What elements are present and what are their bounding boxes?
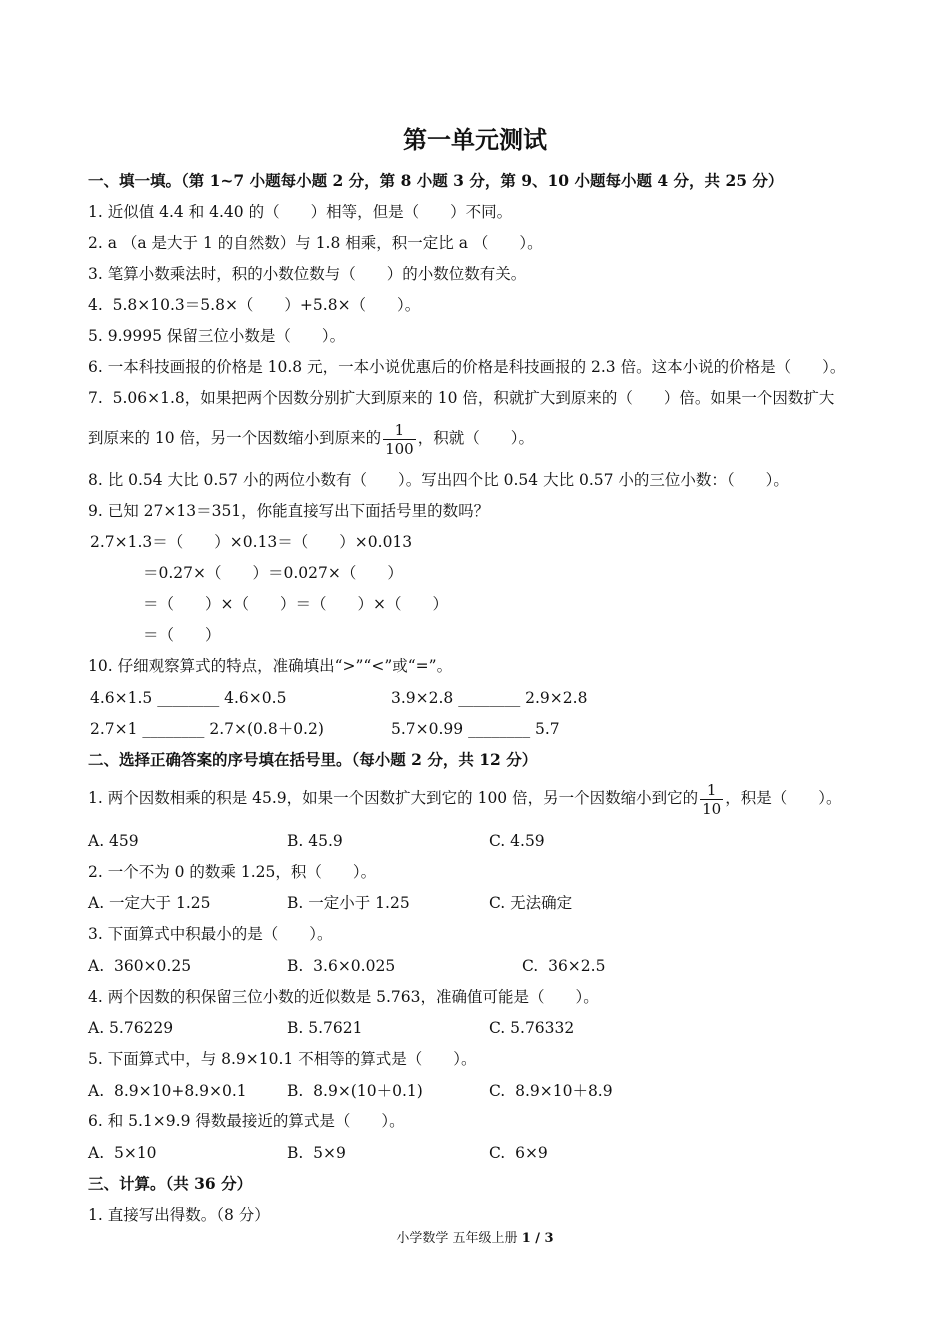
option-2-1-b: B. 45.9 [287,832,343,850]
question-2-1-post: ，积是（ ）。 [725,789,842,807]
fraction-denominator: 10 [702,799,722,818]
option-2-4-c: C. 5.76332 [489,1019,575,1037]
option-2-4-b: B. 5.7621 [287,1019,363,1037]
option-2-6-a: A. 5×10 [88,1144,157,1162]
question-3-1: 1. 直接写出得数。（8 分） [88,1206,270,1224]
question-1-8: 8. 比 0.54 大比 0.57 小的两位小数有（ ）。写出四个比 0.54 大比 0.57 小的三位小数：（ ）。 [88,471,789,489]
question-1-9-row-4: ＝（ ） [143,626,221,644]
question-1-3: 3. 笔算小数乘法时，积的小数位数与（ ）的小数位数有关。 [88,265,527,283]
compare-item-c: 2.7×1 ________ 2.7×(0.8＋0.2) [90,720,324,738]
question-1-2: 2. a （a 是大于 1 的自然数）与 1.8 相乘，积一定比 a （ ）。 [88,234,543,252]
question-1-7-post: ，积就（ ）。 [417,429,534,447]
fraction-1-10 [700,781,723,818]
question-1-7-line-a: 7. 5.06×1.8，如果把两个因数分别扩大到原来的 10 倍，积就扩大到原来的（ ）倍。如果一个因数扩大 [88,389,835,407]
question-2-1-pre: 1. 两个因数相乘的积是 45.9，如果一个因数扩大到它的 100 倍，另一个因数缩小到它的 [88,789,699,807]
question-2-6: 6. 和 5.1×9.9 得数最接近的算式是（ ）。 [88,1112,405,1130]
option-2-5-b: B. 8.9×(10＋0.1) [287,1082,423,1100]
question-1-5: 5. 9.9995 保留三位小数是（ ）。 [88,327,346,345]
question-2-4: 4. 两个因数的积保留三位小数的近似数是 5.763，准确值可能是（ ）。 [88,988,599,1006]
question-1-7-line-b [88,418,534,458]
question-1-9: 9. 已知 27×13＝351，你能直接写出下面括号里的数吗？ [88,502,490,520]
page-title: 第一单元测试 [403,125,547,154]
option-2-1-a: A. 459 [88,832,139,850]
option-2-5-a: A. 8.9×10+8.9×0.1 [88,1082,247,1100]
option-2-2-a: A. 一定大于 1.25 [88,894,211,912]
option-2-1-c: C. 4.59 [489,832,545,850]
fraction-1-100 [383,421,416,458]
question-1-9-row-1: 2.7×1.3＝（ ）×0.13＝（ ）×0.013 [90,533,413,551]
section-3-heading: 三、计算。（共 36 分） [88,1174,253,1193]
option-2-6-c: C. 6×9 [489,1144,548,1162]
option-2-2-c: C. 无法确定 [489,894,573,912]
question-1-7-pre: 到原来的 10 倍，另一个因数缩小到原来的 [88,429,382,447]
section-2-heading: 二、选择正确答案的序号填在括号里。（每小题 2 分，共 12 分） [88,750,538,769]
fraction-numerator: 1 [383,421,416,440]
fraction-denominator: 100 [385,439,414,458]
question-1-6: 6. 一本科技画报的价格是 10.8 元，一本小说优惠后的价格是科技画报的 2.3 倍。这本小说的价格是（ ）。 [88,358,846,376]
page-number: 1 / 3 [521,1231,554,1246]
question-1-10: 10. 仔细观察算式的特点，准确填出“>”“<”或“=”。 [88,657,453,675]
compare-item-d: 5.7×0.99 ________ 5.7 [391,720,560,738]
section-1-heading: 一、填一填。（第 1~7 小题每小题 2 分，第 8 小题 3 分，第 9、10 小题每小题 4 分，共 25 分） [88,171,784,190]
page-footer [0,1230,950,1248]
question-1-4: 4. 5.8×10.3＝5.8×（ ）+5.8×（ ）。 [88,296,421,314]
question-2-1 [88,778,841,818]
option-2-5-c: C. 8.9×10＋8.9 [489,1082,613,1100]
question-2-5: 5. 下面算式中，与 8.9×10.1 不相等的算式是（ ）。 [88,1050,477,1068]
option-2-4-a: A. 5.76229 [88,1019,174,1037]
option-2-3-a: A. 360×0.25 [88,957,192,975]
option-2-3-c: C. 36×2.5 [522,957,606,975]
footer-text: 小学数学 五年级上册 [396,1231,518,1246]
option-2-3-b: B. 3.6×0.025 [287,957,396,975]
question-1-9-row-3: ＝（ ）×（ ）＝（ ）×（ ） [143,595,448,613]
question-2-2: 2. 一个不为 0 的数乘 1.25，积（ ）。 [88,863,377,881]
option-2-6-b: B. 5×9 [287,1144,346,1162]
compare-item-a: 4.6×1.5 ________ 4.6×0.5 [90,689,287,707]
question-1-9-row-2: ＝0.27×（ ）＝0.027×（ ） [143,564,403,582]
fraction-numerator: 1 [700,781,723,800]
option-2-2-b: B. 一定小于 1.25 [287,894,410,912]
question-2-3: 3. 下面算式中积最小的是（ ）。 [88,925,333,943]
compare-item-b: 3.9×2.8 ________ 2.9×2.8 [391,689,588,707]
question-1-1: 1. 近似值 4.4 和 4.40 的（ ）相等，但是（ ）不同。 [88,203,513,221]
